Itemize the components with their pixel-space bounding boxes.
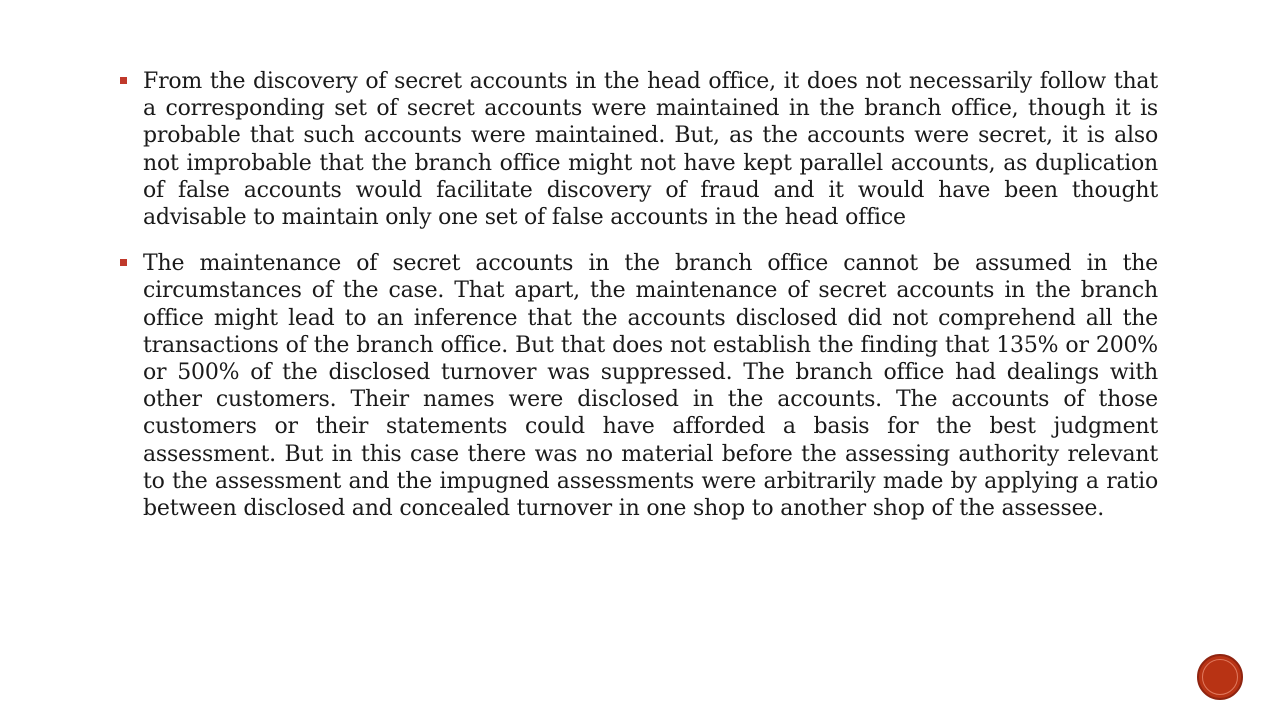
bullet-text: From the discovery of secret accounts in the head office, it does not necessarily follow that a corresponding set of secret accounts were maintained in the branch office, though it is probable that such accounts were maintained. But, as the accounts were secret, it is also not improbable that the branch office might not have kept parallel accounts, as duplication of false accounts would facilitate discovery of fraud and it would have been thought advisable to maintain only one set of false accounts in the head office (143, 69, 1158, 231)
bullet-item (120, 250, 1158, 522)
bullet-list (120, 68, 1158, 541)
bullet-item (120, 68, 1158, 231)
slide-number-circle-icon (1197, 654, 1243, 700)
circle-ring-icon (1202, 659, 1238, 695)
square-bullet-icon (120, 77, 127, 84)
bullet-text: The maintenance of secret accounts in the branch office cannot be assumed in the circumstances of the case. That apart, the maintenance of secret accounts in the branch office might lead to an inference that the accounts disclosed did not comprehend all the transactions of the branch office. But that does not establish the finding that 135% or 200% or 500% of the disclosed turnover was suppressed. The branch office had dealings with other customers. Their names were disclosed in the accounts. The accounts of those customers or their statements could have afforded a basis for the best judgment assessment. But in this case there was no material before the assessing authority relevant to the assessment and the impugned assessments were arbitrarily made by applying a ratio between disclosed and concealed turnover in one shop to another shop of the assessee. (143, 251, 1158, 522)
square-bullet-icon (120, 259, 127, 266)
